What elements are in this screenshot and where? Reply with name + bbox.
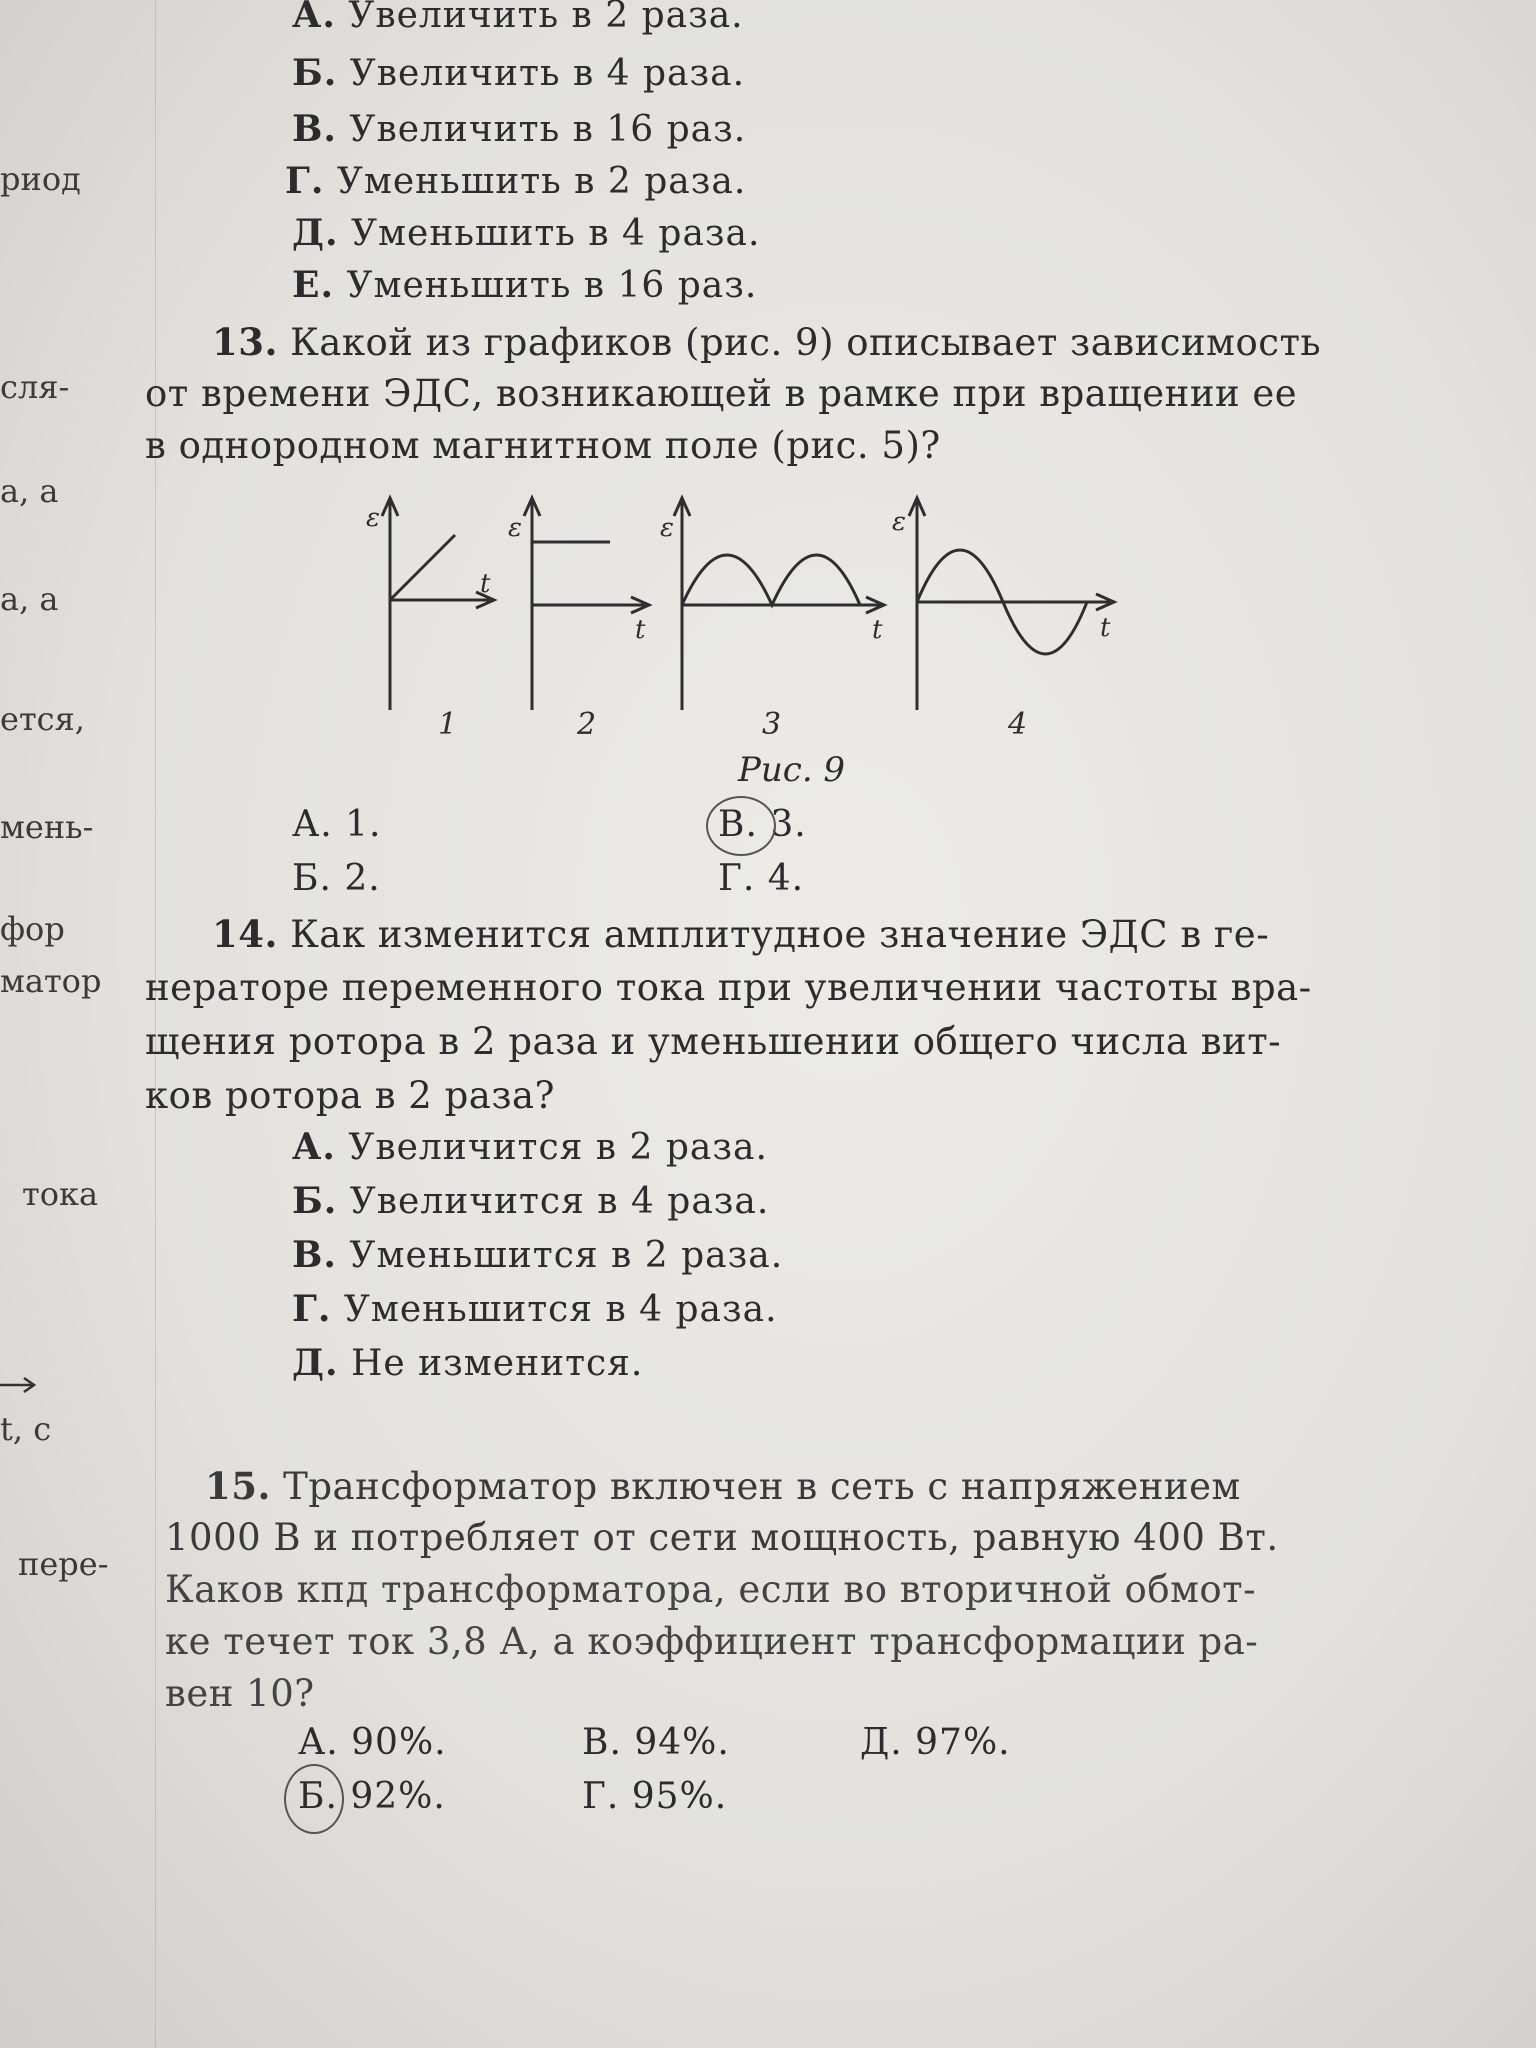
margin-fragment: а, а: [0, 580, 59, 618]
q14-option-v: В. Уменьшится в 2 раза.: [292, 1234, 784, 1276]
margin-fragment: матор: [0, 962, 102, 1000]
q13-line1: 13. Какой из графиков (рис. 9) описывает зависимость: [212, 320, 1322, 364]
q15-line1: 15. Трансформатор включен в сеть с напряжением: [205, 1464, 1241, 1508]
graph-1-y-label: ε: [366, 503, 380, 533]
q13-option-v: В. 3.: [718, 804, 807, 845]
graph-4: [909, 498, 1114, 710]
graph-1: [382, 498, 494, 710]
q14-line4: ков ротора в 2 раза?: [145, 1074, 555, 1117]
figure-9-caption: Рис. 9: [738, 750, 846, 790]
q14-line1: 14. Как изменится амплитудное значение ЭДС в ге-: [212, 912, 1270, 956]
q14-option-b: Б. Увеличится в 4 раза.: [292, 1180, 770, 1222]
graph-3-number: 3: [762, 707, 782, 742]
graph-4-number: 4: [1008, 707, 1028, 742]
graph-4-x-label: t: [1100, 613, 1111, 643]
q14-option-d: Д. Не изменится.: [292, 1342, 644, 1384]
q13-option-b: Б. 2.: [292, 858, 381, 899]
q15-line2: 1000 В и потребляет от сети мощность, равную 400 Вт.: [165, 1516, 1279, 1559]
q13-option-a: А. 1.: [292, 804, 382, 845]
margin-fragment: риод: [0, 160, 81, 198]
margin-fragment: мень-: [0, 808, 94, 846]
graph-2: [524, 498, 649, 710]
margin-fragment: а, а: [0, 472, 59, 510]
margin-fragment: тока: [22, 1175, 99, 1213]
margin-fragment: t, c: [0, 1410, 52, 1448]
graph-3: [674, 498, 884, 710]
q14-option-a: А. Увеличится в 2 раза.: [292, 1126, 768, 1168]
q13-line2: от времени ЭДС, возникающей в рамке при вращении ее: [145, 372, 1298, 415]
margin-arrow-icon: [0, 1370, 40, 1400]
graph-3-x-label: t: [872, 615, 883, 645]
q15-option-a: А. 90%.: [298, 1722, 447, 1763]
q15-option-g: Г. 95%.: [582, 1776, 728, 1817]
q14-option-g: Г. Уменьшится в 4 раза.: [292, 1288, 778, 1330]
q15-option-b: Б. 92%.: [298, 1776, 446, 1817]
q13-option-g: Г. 4.: [718, 858, 805, 899]
graph-2-number: 2: [577, 707, 597, 742]
margin-fragment: ется,: [0, 700, 85, 738]
q14-line3: щения ротора в 2 раза и уменьшении общего числа вит-: [145, 1020, 1282, 1063]
q15-line4: ке течет ток 3,8 А, а коэффициент трансформации ра-: [165, 1620, 1259, 1663]
q14-line2: нераторе переменного тока при увеличении частоты вра-: [145, 966, 1312, 1009]
q13-line3: в однородном магнитном поле (рис. 5)?: [145, 424, 941, 467]
q15-line3: Каков кпд трансформатора, если во вторичной обмот-: [165, 1568, 1257, 1611]
q12-option-e: Е. Уменьшить в 16 раз.: [292, 264, 758, 306]
graph-2-x-label: t: [635, 615, 646, 645]
graph-4-y-label: ε: [892, 507, 906, 537]
q12-option-a: А. Увеличить в 2 раза.: [292, 0, 744, 36]
graph-1-x-label: t: [480, 569, 491, 599]
q15-option-v: В. 94%.: [582, 1722, 730, 1763]
margin-fragment: фор: [0, 910, 65, 948]
graph-2-y-label: ε: [508, 513, 522, 543]
q15-option-d: Д. 97%.: [860, 1722, 1011, 1763]
graph-1-number: 1: [438, 707, 458, 742]
figure-9-graphs: [360, 480, 1140, 770]
q12-option-v: В. Увеличить в 16 раз.: [292, 108, 747, 150]
q13-answer-circle: [706, 796, 776, 856]
q12-option-b: Б. Увеличить в 4 раза.: [292, 52, 746, 94]
margin-fragment: пере-: [18, 1545, 109, 1583]
q12-option-d: Д. Уменьшить в 4 раза.: [292, 212, 761, 254]
margin-fragment: сля-: [0, 368, 70, 406]
graph-3-y-label: ε: [660, 513, 674, 543]
q12-option-g: Г. Уменьшить в 2 раза.: [285, 160, 747, 202]
q15-answer-circle: [284, 1764, 344, 1834]
q15-line5: вен 10?: [165, 1672, 315, 1715]
